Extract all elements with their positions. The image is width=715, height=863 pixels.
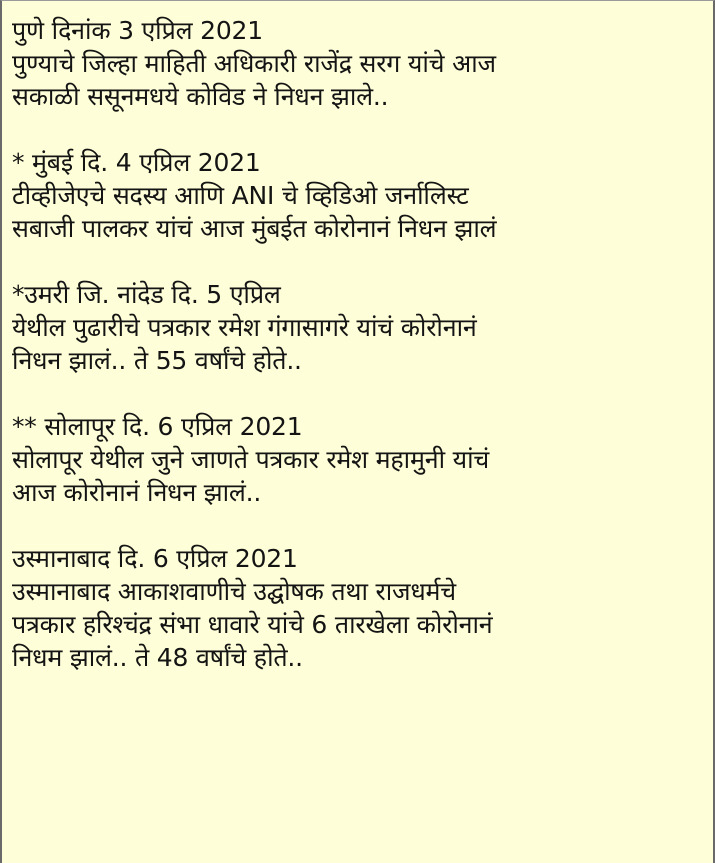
entry-text-line: येथील पुढारीचे पत्रकार रमेश गंगासागरे यांचं कोरोनानं [12, 313, 477, 342]
entry-text-line: सोलापूर येथील जुने जाणते पत्रकार रमेश महामुनी यांचं [12, 445, 490, 474]
entry-solapur [12, 411, 707, 510]
entry-text-line: सकाळी ससूनमधये कोविड ने निधन झाले.. [12, 82, 389, 111]
entry-mumbai [12, 147, 707, 246]
entry-heading: उस्मानाबाद दि. 6 एप्रिल 2021 [12, 544, 298, 573]
entry-text-line: टीव्हीजेएचे सदस्य आणि ANI चे व्हिडिओ जर्नालिस्ट [12, 181, 469, 210]
entry-pune [12, 15, 707, 114]
entry-heading: ** सोलापूर दि. 6 एप्रिल 2021 [12, 412, 303, 441]
entry-text-line: निधम झालं.. ते 48 वर्षांचे होते.. [12, 643, 303, 672]
entry-heading: *उमरी जि. नांदेड दि. 5 एप्रिल [12, 280, 281, 309]
entry-heading: पुणे दिनांक 3 एप्रिल 2021 [12, 16, 263, 45]
entry-text-line: सबाजी पालकर यांचं आज मुंबईत कोरोनानं निधन झालं [12, 214, 497, 243]
entry-osmanabad [12, 543, 707, 675]
entry-text-line: पत्रकार हरिश्चंद्र संभा धावारे यांचे 6 तारखेला कोरोनानं [12, 610, 493, 639]
entry-heading: * मुंबई दि. 4 एप्रिल 2021 [12, 148, 261, 177]
entry-text-line: आज कोरोनानं निधन झालं.. [12, 478, 262, 507]
news-entries [12, 15, 707, 708]
entry-text-line: निधन झालं.. ते 55 वर्षांचे होते.. [12, 346, 302, 375]
entry-text-line: उस्मानाबाद आकाशवाणीचे उद्घोषक तथा राजधर्मचे [12, 577, 456, 606]
entry-text-line: पुण्याचे जिल्हा माहिती अधिकारी राजेंद्र सरग यांचे आज [12, 49, 496, 78]
entry-umri-nanded [12, 279, 707, 378]
